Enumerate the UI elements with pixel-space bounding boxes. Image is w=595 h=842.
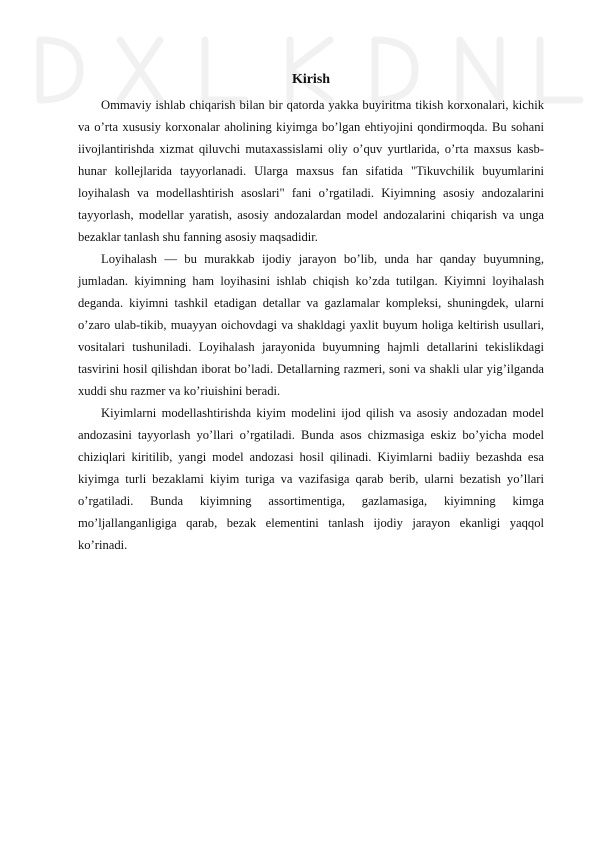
document-title: Kirish	[291, 72, 331, 87]
paragraph-1: Ommaviy ishlab chiqarish bilan bir qatorda yakka buyiritma tikish korxonalari, kichik va o’rta xususiy korxonalar aholining kiyimga bo’lgan ehtiyojini qondirmoqda. Bu sohani iivojlantirishda xizmat qiluvchi mutaxassislami oliy o’quv yurtlarida, o’rta maxsus kasb-hunar kollejlarida tayyorlanadi. Ularga maxsus fan sifatida "Tikuvchilik buyumlarini loyihalash va modellashtirish asoslari" fani o’rgatiladi. Kiyimning asosiy andozalarini tayyorlash, modellar yaratish, asosiy andozalardan model andozalarini chiqarish va unga bezaklar tanlash shu fanning asosiy maqsadidir.	[78, 98, 544, 244]
document-page	[78, 70, 544, 556]
paragraph-2: Loyihalash — bu murakkab ijodiy jarayon bo’lib, unda har qanday buyumning, jumladan. kiyimning ham loyihasini ishlab chiqish ko’zda tutilgan. Kiyimni loyihalash deganda. kiyimni tashkil etadigan detallar va gazlamalar kompleksi, shuningdek, ularni o’zaro ulab-tikib, muayyan oichovdagi va shakldagi yaxlit buyum holiga keltirish usullari, vositalari tushuniladi. Loyihalash jarayonida buyumning hajmli detallarini tekislikdagi tasvirini hosil qilishdan iborat bo’ladi. Detallarning razmeri, soni va shakli ular yig’ilganda xuddi shu razmer va ko’riuishini beradi.	[78, 252, 544, 398]
paragraph-3: Kiyimlarni modellashtirishda kiyim modelini ijod qilish va asosiy andozadan model andozasini tayyorlash yo’llari o’rgatiladi. Bunda asos chizmasiga eskiz bo’yicha model chiziqlari kiritilib, yangi model andozasi hosil qilinadi. Kiyimlarni badiiy bezashda esa kiyimga turli bezaklami kiyim turiga va vazifasiga qarab berib, ularni bezatish yo’llari o’rgatiladi. Bunda kiyimning assortimentiga, gazlamasiga, kiyimning kimga mo’ljallanganligiga qarab, bezak elementini tanlash ijodiy jarayon ekanligi yaqqol ko’rinadi.	[78, 406, 544, 552]
